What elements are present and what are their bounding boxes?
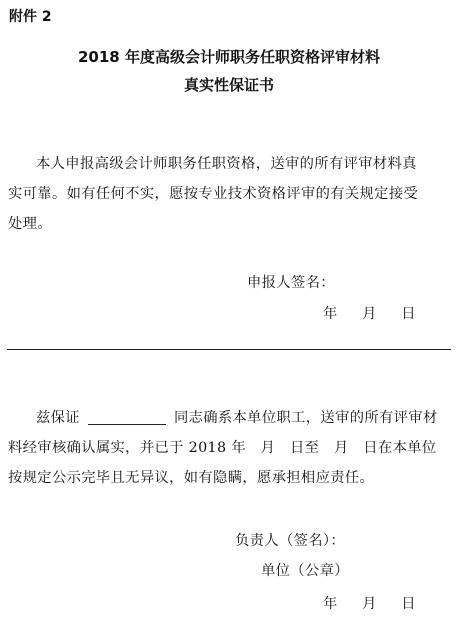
document-subtitle: 真实性保证书: [183, 76, 274, 94]
applicant-date-label: 年 月 日: [323, 306, 416, 322]
guarantee-line-2: 料经审核确认属实，并已于 2018 年 月 日至 月 日在本单位: [8, 440, 437, 456]
guarantee-date-label: 年 月 日: [323, 596, 416, 612]
guarantee-suffix: 同志确系本单位职工，送审的所有评审材: [173, 410, 438, 426]
applicant-signature-label: 申报人签名：: [247, 275, 335, 291]
unit-seal-label: 单位（公章）: [261, 563, 349, 579]
declaration-line-1: 本人申报高级会计师职务任职资格，送审的所有评审材料真: [36, 156, 417, 172]
employee-name-blank[interactable]: [88, 424, 166, 425]
section-divider: [7, 349, 451, 350]
annex-label: 附件 2: [9, 9, 52, 25]
declaration-line-2: 实可靠。如有任何不实，愿按专业技术资格评审的有关规定接受: [8, 186, 419, 202]
declaration-line-3: 处理。: [8, 216, 52, 232]
document-title: 2018 年度高级会计师职务任职资格评审材料: [78, 48, 380, 66]
guarantee-line-3: 按规定公示完毕且无异议，如有隐瞒，愿承担相应责任。: [8, 470, 375, 486]
responsible-person-label: 负责人（签名）：: [235, 533, 346, 549]
guarantee-line-1: [36, 407, 438, 427]
guarantee-prefix: 兹保证: [36, 410, 80, 426]
